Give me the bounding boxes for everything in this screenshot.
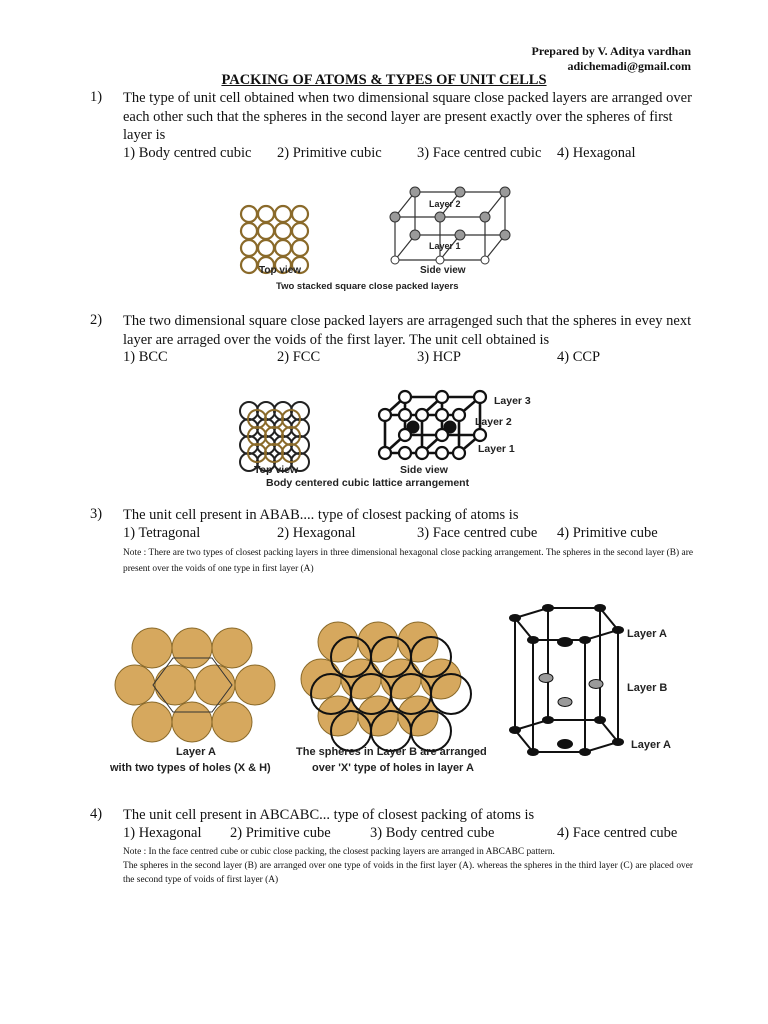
page-title: PACKING OF ATOMS & TYPES OF UNIT CELLS (221, 72, 547, 88)
bcc-side-view (379, 391, 486, 459)
fig3-layer-a-caption: Layer A (176, 746, 216, 758)
lattice-node (455, 230, 465, 240)
layer-b-spheres (301, 622, 471, 751)
q3-option-1: 1) Tetragonal (123, 525, 201, 541)
q4-number: 4) (90, 806, 103, 822)
q1-number: 1) (90, 89, 103, 105)
sphere-ring (292, 240, 308, 256)
hcp-layer-b-label: Layer B (627, 682, 668, 694)
lattice-node (435, 212, 445, 222)
layer-a-sphere (172, 702, 212, 742)
lattice-node (480, 212, 490, 222)
layer-a-sphere (212, 628, 252, 668)
hcp-atom (557, 637, 573, 647)
hcp-atom (509, 614, 521, 622)
q1-option-1: 1) Body centred cubic (123, 145, 252, 161)
hcp-layer-a-top-label: Layer A (627, 628, 667, 640)
sphere-ring (241, 257, 257, 273)
lattice-node (436, 256, 444, 264)
fig3-layer-b-caption: The spheres in Layer B are arranged (296, 746, 487, 758)
hcp-layer-b-atom (558, 698, 572, 707)
lattice-node (436, 409, 448, 421)
lattice-node (436, 447, 448, 459)
layer-a-sphere (195, 665, 235, 705)
layer-a-sphere (341, 659, 381, 699)
figure-hcp (100, 600, 700, 782)
fig1-caption: Two stacked square close packed layers (276, 281, 459, 292)
layer-a-sphere (115, 665, 155, 705)
layer-a-sphere (235, 665, 275, 705)
q3-text: The unit cell present in ABAB.... type of closest packing of atoms is (123, 507, 519, 523)
q2-option-1: 1) BCC (123, 349, 168, 365)
fig3-layer-a-holes-caption: with two types of holes (X & H) (110, 762, 271, 774)
q2-number: 2) (90, 312, 103, 328)
lattice-node (474, 429, 486, 441)
sphere-ring (258, 206, 274, 222)
layer-a-sphere (132, 628, 172, 668)
q4-options (123, 825, 703, 843)
lattice-node (410, 187, 420, 197)
lattice-node (416, 447, 428, 459)
q1-option-2: 2) Primitive cubic (277, 145, 382, 161)
lattice-node (436, 391, 448, 403)
fig2-top-view-label: Top view (254, 464, 299, 476)
hcp-layer-a-bottom-label: Layer A (631, 739, 671, 751)
lattice-node (453, 409, 465, 421)
hcp-unit-cell (509, 604, 624, 756)
lattice-node (379, 409, 391, 421)
lattice-node (474, 391, 486, 403)
q4-note-line2: The spheres in the second layer (B) are arranged over one type of voids in the first layer (A). whereas the spheres in the third layer (C) are placed over the second type of voids of first layer (A) (123, 861, 693, 885)
lattice-node (410, 230, 420, 240)
layer-a-sphere (132, 702, 172, 742)
lattice-node (379, 447, 391, 459)
body-center-atom (444, 421, 456, 433)
hcp-atom (612, 626, 624, 634)
hcp-atom (557, 739, 573, 749)
author-header (532, 44, 691, 74)
fig2-layer1-label: Layer 1 (478, 443, 515, 455)
q4-option-2: 2) Primitive cube (230, 825, 331, 841)
figure-bcc-layers (230, 385, 550, 495)
fig2-side-view-label: Side view (400, 464, 448, 476)
hcp-atom (509, 726, 521, 734)
sphere-ring (258, 240, 274, 256)
fig3-layer-b-caption2: over 'X' type of holes in layer A (312, 762, 474, 774)
sphere-ring (241, 223, 257, 239)
sphere-ring (275, 240, 291, 256)
sphere-ring (258, 223, 274, 239)
sphere-ring (275, 223, 291, 239)
q2-options (123, 349, 703, 367)
lattice-node (500, 230, 510, 240)
hcp-atom (542, 604, 554, 612)
hcp-atom (594, 604, 606, 612)
q4-option-1: 1) Hexagonal (123, 825, 202, 841)
fig1-layer1-label: Layer 1 (429, 241, 461, 251)
q3-option-2: 2) Hexagonal (277, 525, 356, 541)
q2-text: The two dimensional square close packed layers are arragenged such that the spheres in evey next layer are arraged over the voids of the first layer. The unit cell obtained is (123, 313, 692, 348)
author-name: Prepared by V. Aditya vardhan (531, 44, 691, 58)
hcp-atom (612, 738, 624, 746)
sphere-ring (292, 206, 308, 222)
fig1-side-view-label: Side view (420, 265, 466, 276)
q4-option-4: 4) Face centred cube (557, 825, 678, 841)
lattice-node (399, 391, 411, 403)
lattice-node (391, 256, 399, 264)
square-layer-top-view (241, 206, 308, 273)
q3-options (123, 525, 703, 543)
author-email: adichemadi@gmail.com (567, 59, 691, 73)
q1-text: The type of unit cell obtained when two dimensional square close packed layers are arranged over each other such that the spheres in the second layer are present exactly over the spheres of first layer is (123, 90, 692, 143)
layer-a-spheres (115, 628, 275, 742)
fig1-layer2-label: Layer 2 (429, 199, 461, 209)
layer-a-sphere (381, 659, 421, 699)
q2-option-2: 2) FCC (277, 349, 321, 365)
body-center-atom (407, 421, 419, 433)
q4-note-line1: Note : In the face centred cube or cubic close packing, the closest packing layers are arranged in ABCABC pattern. (123, 847, 555, 857)
q3-option-3: 3) Face centred cube (417, 525, 538, 541)
lattice-node (399, 447, 411, 459)
hcp-atom (594, 716, 606, 724)
sphere-ring (292, 223, 308, 239)
sphere-ring (241, 240, 257, 256)
hcp-atom (527, 636, 539, 644)
bcc-top-view (240, 402, 309, 471)
layer-a-sphere (421, 659, 461, 699)
q1-options (123, 145, 703, 163)
lattice-node (399, 409, 411, 421)
lattice-node (453, 447, 465, 459)
layer-a-sphere (172, 628, 212, 668)
q4-text: The unit cell present in ABCABC... type of closest packing of atoms is (123, 807, 535, 823)
sphere-ring (275, 206, 291, 222)
lattice-node (500, 187, 510, 197)
layer-a-sphere (155, 665, 195, 705)
q1-option-4: 4) Hexagonal (557, 145, 636, 161)
hcp-atom (579, 636, 591, 644)
lattice-node (455, 187, 465, 197)
fig1-top-view-label: Top view (259, 265, 302, 276)
layer-a-sphere (212, 702, 252, 742)
q3-option-4: 4) Primitive cube (557, 525, 658, 541)
q1-option-3: 3) Face centred cubic (417, 145, 542, 161)
hcp-atom (542, 716, 554, 724)
q4-option-3: 3) Body centred cube (370, 825, 495, 841)
sphere-ring (241, 206, 257, 222)
lattice-node (481, 256, 489, 264)
hcp-atom (579, 748, 591, 756)
hcp-layer-b-atom (589, 680, 603, 689)
hcp-atom (527, 748, 539, 756)
hcp-top-hexagon (515, 608, 618, 640)
q2-option-3: 3) HCP (417, 349, 461, 365)
lattice-node (390, 212, 400, 222)
fig2-caption: Body centered cubic lattice arrangement (266, 477, 470, 489)
figure-square-layers (230, 182, 530, 297)
hcp-layer-b-atom (539, 674, 553, 683)
q2-option-4: 4) CCP (557, 349, 601, 365)
q3-note: Note : There are two types of closest packing layers in three dimensional hexagonal close packing arrangement. The spheres in the second layer (B) are present over the voids of one type in first layer (A) (123, 548, 693, 574)
q3-number: 3) (90, 506, 103, 522)
layer-a-sphere (301, 659, 341, 699)
lattice-node (416, 409, 428, 421)
q4-note (123, 845, 693, 887)
fig2-layer3-label: Layer 3 (494, 395, 531, 407)
fig2-layer2-label: Layer 2 (475, 416, 512, 428)
